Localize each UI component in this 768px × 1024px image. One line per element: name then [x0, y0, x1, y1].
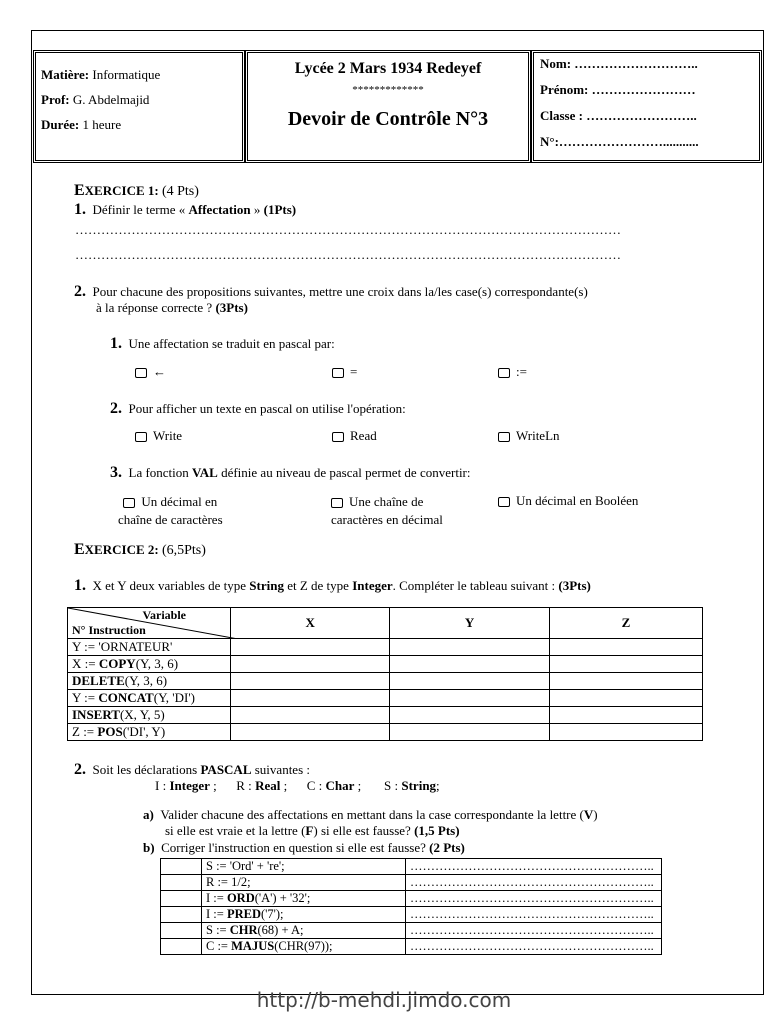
answer-dotline-1: ………………………………………………………………………………………………………………: [75, 222, 621, 237]
checkbox-icon[interactable]: [135, 432, 147, 442]
name-field: Nom: ………………………..: [540, 56, 698, 71]
checkbox-icon[interactable]: [123, 498, 135, 508]
duration-value: 1 heure: [82, 117, 122, 132]
table-row: Y := 'ORNATEUR': [68, 639, 703, 656]
checkbox-icon[interactable]: [498, 497, 510, 507]
answer-dotline-2: ………………………………………………………………………………………………………………: [75, 247, 621, 262]
ex2-question-2: 2. Soit les déclarations PASCAL suivantes :: [74, 761, 310, 778]
footer-url[interactable]: http://b-mehdi.jimdo.com: [256, 988, 512, 1012]
ex1-question-1: 1. Définir le terme « Affectation » (1Pts): [74, 201, 297, 218]
mcq-3-option-3[interactable]: Un décimal en Booléen: [498, 493, 638, 509]
exercise-2-title: EXERCICE 2: (6,5Pts): [74, 541, 206, 558]
mcq-1-question: 1. Une affectation se traduit en pascal par:: [110, 335, 335, 352]
ex2-question-1: 1. X et Y deux variables de type String et Z de type Integer. Compléter le tableau suivant : (3Pts): [74, 577, 591, 594]
table-row: S := CHR(68) + A; …………………………………………………..: [161, 923, 662, 939]
table-row: I := ORD('A') + '32'; …………………………………………………..: [161, 891, 662, 907]
table-corner-cell: Variable N° Instruction: [68, 608, 231, 639]
checkbox-icon[interactable]: [332, 432, 344, 442]
mcq-1-option-2[interactable]: =: [332, 364, 357, 380]
teacher-value: G. Abdelmajid: [72, 92, 150, 107]
ex1-question-2-cont: à la réponse correcte ? (3Pts): [96, 300, 248, 315]
ex1-question-2: 2. Pour chacune des propositions suivantes, mettre une croix dans la/les case(s) correspondante(s): [74, 283, 588, 300]
checkbox-icon[interactable]: [498, 368, 510, 378]
table-row: S := 'Ord' + 're'; …………………………………………………..: [161, 859, 662, 875]
mcq-2-option-3[interactable]: WriteLn: [498, 428, 560, 444]
column-header-x: X: [231, 608, 390, 639]
sub-question-a-cont: si elle est vraie et la lettre (F) si elle est fausse? (1,5 Pts): [165, 823, 460, 838]
mcq-3-option-2[interactable]: Une chaîne de caractères en décimal: [331, 494, 443, 527]
school-name: Lycée 2 Mars 1934 Redeyef: [294, 60, 482, 77]
table-row: Y := CONCAT(Y, 'DI'): [68, 690, 703, 707]
mcq-3-option-1[interactable]: Un décimal en chaîne de caractères: [118, 494, 223, 527]
instruction-table: [67, 607, 703, 741]
student-info-box: [531, 50, 762, 163]
teacher-label: Prof:: [41, 92, 70, 107]
mcq-2-option-1[interactable]: Write: [135, 428, 182, 444]
mcq-2-option-2[interactable]: Read: [332, 428, 377, 444]
duration-label: Durée:: [41, 117, 80, 132]
checkbox-icon[interactable]: [135, 368, 147, 378]
class-field: Classe : ……………………..: [540, 108, 697, 123]
title-box: [245, 50, 531, 163]
table-row: I := PRED('7'); …………………………………………………..: [161, 907, 662, 923]
table-row: Z := POS('DI', Y): [68, 724, 703, 741]
stars-separator: *************: [352, 84, 424, 96]
exercise-2-points: (6,5Pts): [161, 543, 206, 558]
table-row: R := 1/2; …………………………………………………..: [161, 875, 662, 891]
checkbox-icon[interactable]: [332, 368, 344, 378]
mcq-2-question: 2. Pour afficher un texte en pascal on utilise l'opération:: [110, 400, 406, 417]
firstname-field: Prénom: ……………………: [540, 82, 696, 97]
subject-label: Matière:: [41, 67, 90, 82]
mcq-3-question: 3. La fonction VAL définie au niveau de pascal permet de convertir:: [110, 464, 471, 481]
checkbox-icon[interactable]: [498, 432, 510, 442]
exam-header: [33, 50, 763, 165]
table-row: DELETE(Y, 3, 6): [68, 673, 703, 690]
sub-question-a: a) Valider chacune des affectations en mettant dans la case correspondante la lettre (V): [143, 807, 598, 822]
course-info-box: [33, 50, 245, 163]
assignment-table: [160, 858, 662, 955]
column-header-z: Z: [549, 608, 702, 639]
number-field: N°:……………………...........: [540, 134, 699, 149]
mcq-1-option-3[interactable]: :=: [498, 364, 527, 380]
table-row: C := MAJUS(CHR(97)); …………………………………………………..: [161, 939, 662, 955]
exercise-1-points: (4 Pts): [161, 184, 199, 199]
exercise-1-title: EXERCICE 1: (4 Pts): [74, 182, 199, 199]
exam-title: Devoir de Contrôle N°3: [287, 108, 489, 130]
table-row: INSERT(X, Y, 5): [68, 707, 703, 724]
subject-value: Informatique: [92, 67, 161, 82]
sub-question-b: b) Corriger l'instruction en question si elle est fausse? (2 Pts): [143, 840, 465, 855]
mcq-1-option-1[interactable]: ←: [135, 364, 166, 380]
declarations: I : Integer ; R : Real ; C : Char ; S : String;: [155, 778, 440, 793]
checkbox-icon[interactable]: [331, 498, 343, 508]
table-row: X := COPY(Y, 3, 6): [68, 656, 703, 673]
column-header-y: Y: [390, 608, 549, 639]
